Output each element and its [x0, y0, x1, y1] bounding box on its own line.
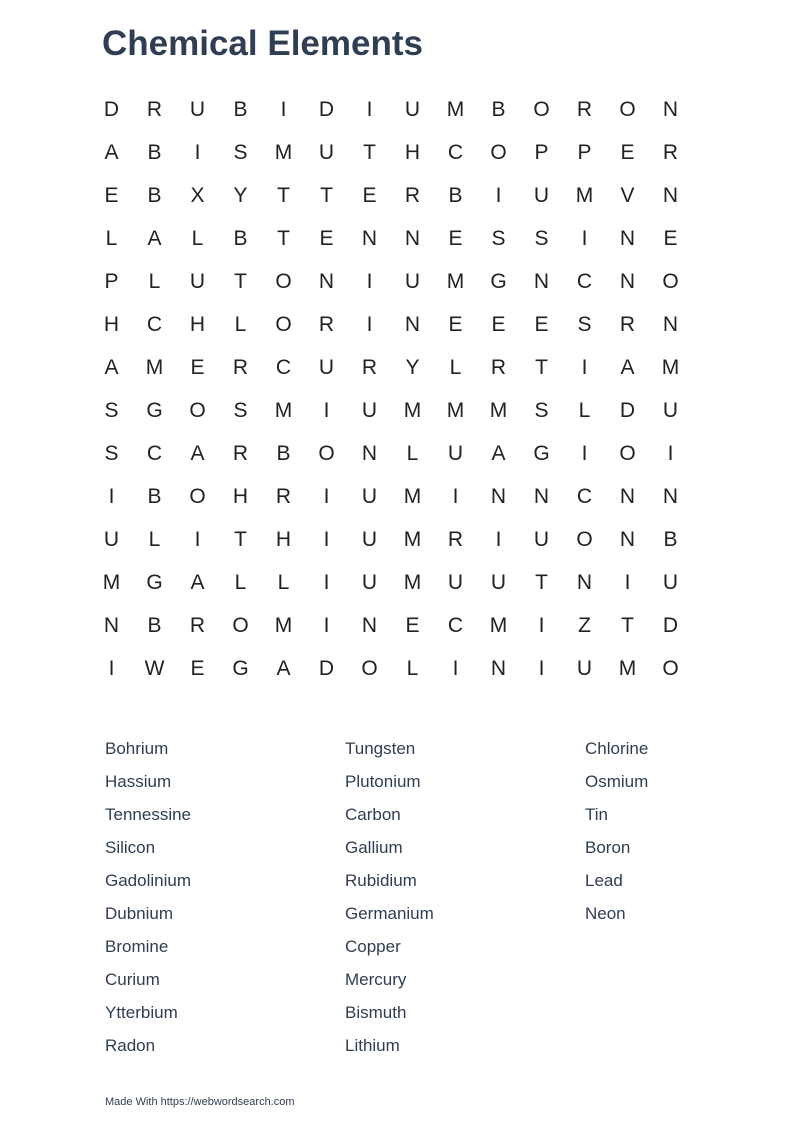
word-item: Ytterbium: [105, 1003, 178, 1022]
grid-cell: M: [446, 98, 465, 121]
grid-cell: O: [189, 485, 206, 508]
word-item: Tennessine: [105, 805, 192, 824]
word-item: Neon: [585, 904, 626, 923]
grid-cell: R: [318, 313, 335, 336]
word-item: Dubnium: [105, 904, 174, 923]
grid-cell: O: [619, 442, 636, 465]
grid-cell: M: [403, 528, 422, 551]
grid-cell: R: [490, 356, 507, 379]
grid-cell: U: [189, 98, 206, 121]
grid-cell: O: [318, 442, 335, 465]
grid-cell: D: [318, 657, 335, 680]
word-item: Carbon: [345, 805, 401, 824]
grid-cell: I: [495, 528, 502, 551]
grid-cell: O: [533, 98, 550, 121]
grid-cell: N: [533, 485, 550, 508]
grid-cell: N: [318, 270, 335, 293]
grid-cell: I: [624, 571, 631, 594]
grid-cell: B: [276, 442, 291, 465]
grid-cell: N: [361, 442, 378, 465]
grid-cell: T: [234, 270, 247, 293]
grid-cell: V: [620, 184, 635, 207]
grid-cell: C: [576, 270, 593, 293]
grid-cell: I: [323, 399, 330, 422]
grid-cell: I: [581, 227, 588, 250]
grid-cell: N: [619, 485, 636, 508]
grid-cell: U: [447, 442, 464, 465]
grid-cell: B: [147, 141, 162, 164]
word-item: Lead: [585, 871, 623, 890]
grid-cell: A: [104, 356, 119, 379]
grid-cell: R: [232, 356, 249, 379]
grid-cell: I: [495, 184, 502, 207]
grid-cell: M: [446, 399, 465, 422]
grid-cell: H: [275, 528, 292, 551]
grid-cell: I: [452, 657, 459, 680]
grid-cell: E: [319, 227, 334, 250]
grid-cell: U: [533, 184, 550, 207]
grid-cell: E: [448, 313, 463, 336]
grid-cell: C: [275, 356, 292, 379]
grid-cell: N: [662, 98, 679, 121]
grid-cell: T: [234, 528, 247, 551]
grid-cell: P: [534, 141, 549, 164]
grid-cell: U: [662, 399, 679, 422]
grid-cell: O: [662, 657, 679, 680]
grid-cell: U: [361, 399, 378, 422]
grid-cell: U: [533, 528, 550, 551]
grid-cell: L: [234, 313, 247, 336]
grid-cell: B: [147, 614, 162, 637]
grid-cell: B: [233, 98, 248, 121]
grid-cell: Y: [233, 184, 248, 207]
word-item: Lithium: [345, 1036, 400, 1055]
grid-cell: S: [577, 313, 592, 336]
grid-cell: L: [578, 399, 591, 422]
grid-cell: A: [147, 227, 162, 250]
grid-cell: E: [663, 227, 678, 250]
grid-cell: M: [102, 571, 121, 594]
word-item: Bromine: [105, 937, 169, 956]
grid-cell: A: [190, 571, 205, 594]
grid-cell: B: [147, 184, 162, 207]
grid-cell: W: [144, 657, 165, 680]
grid-cell: I: [581, 442, 588, 465]
grid-cell: S: [104, 442, 119, 465]
word-item: Gallium: [345, 838, 403, 857]
grid-cell: M: [274, 141, 293, 164]
grid-cell: O: [275, 313, 292, 336]
grid-cell: H: [103, 313, 120, 336]
page-title: Chemical Elements: [102, 24, 423, 63]
grid-cell: H: [404, 141, 421, 164]
grid-cell: D: [318, 98, 335, 121]
grid-cell: O: [576, 528, 593, 551]
grid-cell: T: [535, 356, 548, 379]
grid-cell: R: [361, 356, 378, 379]
grid-cell: L: [148, 528, 161, 551]
grid-cell: M: [274, 614, 293, 637]
grid-cell: O: [275, 270, 292, 293]
grid-cell: O: [619, 98, 636, 121]
grid-cell: X: [190, 184, 205, 207]
word-column: [585, 737, 794, 1067]
grid-cell: U: [404, 270, 421, 293]
grid-cell: U: [318, 141, 335, 164]
grid-cell: A: [491, 442, 506, 465]
grid-cell: A: [190, 442, 205, 465]
grid-cell: P: [577, 141, 592, 164]
grid-cell: L: [148, 270, 161, 293]
grid-cell: A: [104, 141, 119, 164]
grid-cell: L: [105, 227, 118, 250]
grid-cell: G: [232, 657, 249, 680]
grid-cell: D: [619, 399, 636, 422]
grid-cell: R: [232, 442, 249, 465]
grid-cell: Z: [578, 614, 591, 637]
grid-cell: E: [620, 141, 635, 164]
grid-cell: M: [618, 657, 637, 680]
grid-cell: I: [366, 98, 373, 121]
word-item: Tin: [585, 805, 608, 824]
grid-cell: M: [446, 270, 465, 293]
grid-cell: I: [323, 485, 330, 508]
grid-cell: H: [189, 313, 206, 336]
grid-cell: I: [538, 614, 545, 637]
grid-cell: S: [534, 227, 549, 250]
grid-cell: I: [194, 141, 201, 164]
word-item: Osmium: [585, 772, 649, 791]
grid-cell: I: [194, 528, 201, 551]
word-list: [105, 737, 794, 1067]
grid-cell: R: [275, 485, 292, 508]
grid-cell: U: [361, 528, 378, 551]
word-column: [345, 737, 585, 1067]
grid-cell: L: [234, 571, 247, 594]
grid-cell: T: [621, 614, 634, 637]
grid-cell: O: [662, 270, 679, 293]
grid-cell: N: [361, 614, 378, 637]
grid-cell: D: [103, 98, 120, 121]
grid-cell: I: [323, 528, 330, 551]
grid-cell: R: [404, 184, 421, 207]
grid-cell: U: [404, 98, 421, 121]
grid-cell: M: [274, 399, 293, 422]
word-item: Bohrium: [105, 739, 169, 758]
word-item: Mercury: [345, 970, 407, 989]
grid-cell: M: [575, 184, 594, 207]
grid-cell: E: [534, 313, 549, 336]
grid-cell: S: [233, 141, 248, 164]
grid-cell: U: [361, 485, 378, 508]
footer-credit: Made With https://webwordsearch.com: [105, 1096, 295, 1108]
grid-cell: I: [538, 657, 545, 680]
word-item: Radon: [105, 1036, 156, 1055]
grid-cell: I: [452, 485, 459, 508]
grid-cell: P: [104, 270, 119, 293]
grid-cell: S: [233, 399, 248, 422]
grid-cell: G: [490, 270, 507, 293]
word-item: Boron: [585, 838, 631, 857]
grid-cell: L: [449, 356, 462, 379]
grid-cell: U: [447, 571, 464, 594]
grid-cell: A: [276, 657, 291, 680]
grid-cell: M: [489, 614, 508, 637]
grid-cell: M: [403, 399, 422, 422]
grid-cell: N: [662, 184, 679, 207]
grid-cell: S: [491, 227, 506, 250]
grid-cell: I: [323, 571, 330, 594]
grid-cell: R: [576, 98, 593, 121]
grid-cell: L: [277, 571, 290, 594]
grid-cell: G: [146, 571, 163, 594]
grid-cell: I: [366, 270, 373, 293]
grid-cell: L: [191, 227, 204, 250]
grid-cell: U: [576, 657, 593, 680]
grid-cell: N: [576, 571, 593, 594]
word-item: Copper: [345, 937, 401, 956]
grid-cell: N: [662, 313, 679, 336]
grid-cell: N: [619, 227, 636, 250]
grid-cell: O: [189, 399, 206, 422]
grid-cell: M: [145, 356, 164, 379]
grid-cell: M: [403, 571, 422, 594]
grid-cell: T: [277, 227, 290, 250]
grid-cell: B: [147, 485, 162, 508]
grid-cell: I: [581, 356, 588, 379]
grid-cell: C: [146, 313, 163, 336]
grid-cell: R: [189, 614, 206, 637]
grid-cell: D: [662, 614, 679, 637]
word-item: Plutonium: [345, 772, 421, 791]
grid-cell: R: [662, 141, 679, 164]
grid-cell: U: [318, 356, 335, 379]
word-column: [105, 737, 345, 1067]
grid-cell: U: [490, 571, 507, 594]
grid-cell: R: [447, 528, 464, 551]
grid-cell: U: [361, 571, 378, 594]
grid-cell: B: [663, 528, 678, 551]
grid-cell: O: [490, 141, 507, 164]
word-item: Tungsten: [345, 739, 416, 758]
word-item: Bismuth: [345, 1003, 407, 1022]
grid-cell: T: [277, 184, 290, 207]
grid-cell: N: [619, 528, 636, 551]
word-item: Curium: [105, 970, 160, 989]
grid-cell: O: [361, 657, 378, 680]
grid-cell: T: [363, 141, 376, 164]
grid-cell: H: [232, 485, 249, 508]
grid-cell: C: [576, 485, 593, 508]
grid-cell: N: [619, 270, 636, 293]
grid-cell: B: [448, 184, 463, 207]
grid-cell: N: [404, 313, 421, 336]
grid-cell: E: [491, 313, 506, 336]
grid-cell: E: [190, 356, 205, 379]
grid-cell: M: [661, 356, 680, 379]
grid-cell: I: [108, 485, 115, 508]
grid-cell: N: [490, 485, 507, 508]
word-item: Chlorine: [585, 739, 649, 758]
grid-cell: L: [406, 442, 419, 465]
grid-cell: T: [535, 571, 548, 594]
grid-cell: G: [533, 442, 550, 465]
grid-cell: E: [104, 184, 119, 207]
grid-cell: E: [405, 614, 420, 637]
grid-cell: C: [146, 442, 163, 465]
grid-cell: S: [104, 399, 119, 422]
word-item: Hassium: [105, 772, 172, 791]
letter-grid: [90, 88, 692, 690]
grid-cell: C: [447, 141, 464, 164]
grid-cell: A: [620, 356, 635, 379]
grid-cell: Y: [405, 356, 420, 379]
grid-cell: U: [662, 571, 679, 594]
word-item: Gadolinium: [105, 871, 191, 890]
grid-cell: B: [491, 98, 506, 121]
grid-cell: I: [108, 657, 115, 680]
grid-cell: U: [189, 270, 206, 293]
word-item: Silicon: [105, 838, 156, 857]
grid-cell: C: [447, 614, 464, 637]
grid-cell: N: [361, 227, 378, 250]
grid-cell: O: [232, 614, 249, 637]
grid-cell: N: [490, 657, 507, 680]
grid-cell: I: [280, 98, 287, 121]
grid-cell: I: [366, 313, 373, 336]
word-item: Germanium: [345, 904, 434, 923]
grid-cell: U: [103, 528, 120, 551]
grid-cell: I: [323, 614, 330, 637]
grid-cell: E: [190, 657, 205, 680]
grid-cell: M: [489, 399, 508, 422]
grid-cell: R: [619, 313, 636, 336]
word-item: Rubidium: [345, 871, 417, 890]
grid-cell: B: [233, 227, 248, 250]
grid-cell: N: [404, 227, 421, 250]
grid-cell: E: [448, 227, 463, 250]
grid-cell: R: [146, 98, 163, 121]
grid-cell: S: [534, 399, 549, 422]
grid-cell: N: [103, 614, 120, 637]
grid-cell: N: [662, 485, 679, 508]
grid-cell: N: [533, 270, 550, 293]
grid-cell: L: [406, 657, 419, 680]
grid-cell: E: [362, 184, 377, 207]
grid-cell: T: [320, 184, 333, 207]
grid-cell: G: [146, 399, 163, 422]
grid-cell: I: [667, 442, 674, 465]
grid-cell: M: [403, 485, 422, 508]
